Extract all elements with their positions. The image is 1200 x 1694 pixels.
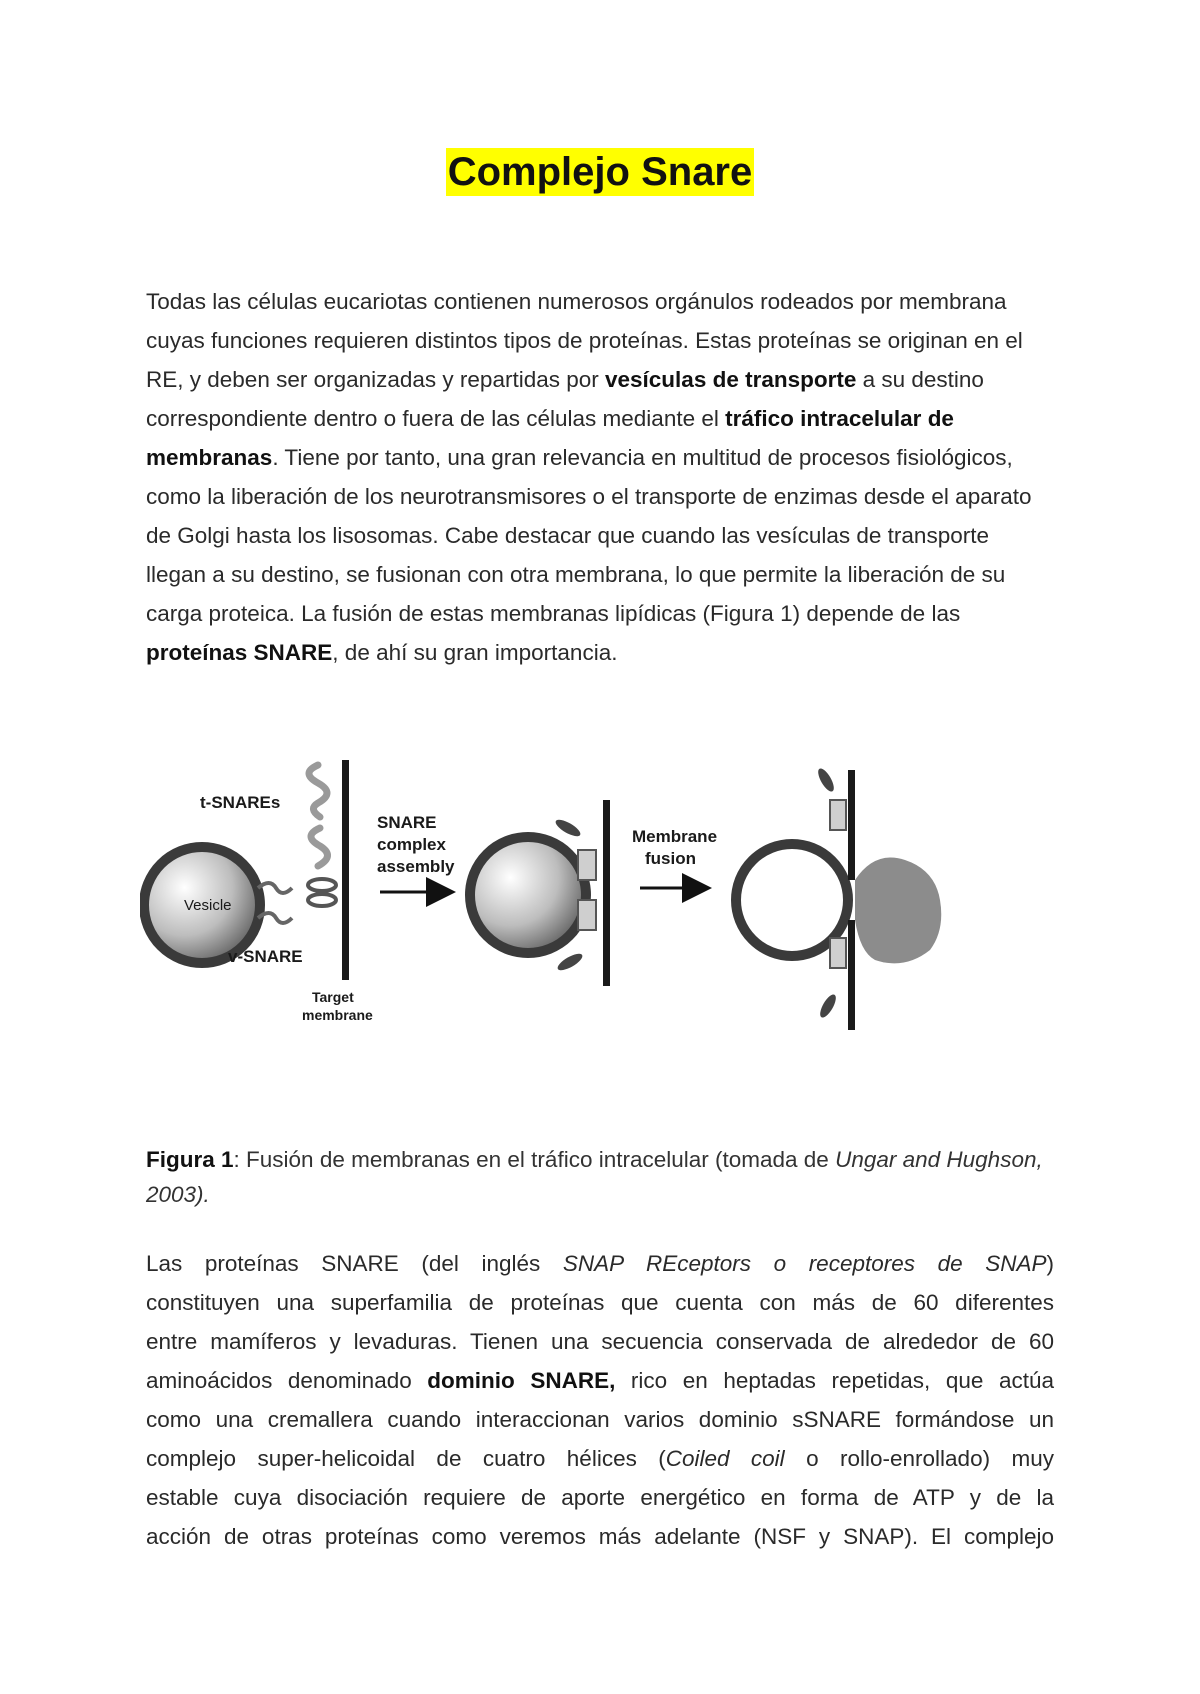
target-membrane-2 — [603, 800, 610, 986]
intro-text-3: . Tiene por tanto, una gran relevancia en multitud de procesos fisiológicos, como la liberación de los neurotransmisores o el transporte de enzimas desde el aparato de Golgi hasta los lisosomas. Cabe destacar que cuando las vesículas de transporte llegan a su destino, se fusionan con otra membrana, lo que permite la liberación de su carga proteica. La fusión de estas membranas lipídicas (Figura 1) depende de las — [146, 445, 1032, 626]
figure-caption — [146, 1142, 1054, 1212]
t-snare-oval-2 — [308, 894, 336, 906]
fusion-cargo — [855, 858, 941, 964]
target-membrane-3a — [848, 770, 855, 880]
snare-paragraph — [146, 1244, 1054, 1556]
p2-line-1-a: Las proteínas SNARE (del inglés — [146, 1251, 563, 1276]
intro-text-1: Todas las células eucariotas contienen numerosos orgánulos rodeados por membrana cuyas funciones requieren distintos tipos de proteínas. Estas proteínas se originan en el RE, y deben ser organizadas y repartidas por — [146, 289, 1023, 392]
stage-2-complex — [470, 800, 610, 986]
p2-line-8: acción de otras proteínas como veremos más adelante (NSF y SNAP). El complejo — [146, 1524, 1054, 1549]
step-2-arrow-group — [632, 827, 717, 888]
p2-line-1-b: ) — [1046, 1251, 1054, 1276]
stage-3-fusion — [736, 766, 941, 1030]
p2-line-3: entre mamíferos y levaduras. Tienen una secuencia conservada de alrededor de 60 — [146, 1329, 1054, 1354]
vesicle-circle-2 — [470, 837, 586, 953]
p2-line-6-a: complejo super-helicoidal de cuatro hélices ( — [146, 1446, 666, 1471]
step1-line2: complex — [377, 835, 446, 854]
snare-tail-3 — [815, 766, 837, 794]
page-title: Complejo Snare — [447, 150, 753, 194]
p2-line-6 — [146, 1439, 1054, 1478]
snare-tail-1 — [553, 817, 582, 840]
p2-line-5: como una cremallera cuando interaccionan varios dominio sSNARE formándose un — [146, 1407, 1054, 1432]
intro-paragraph — [146, 282, 1054, 672]
intro-bold-trafico: tráfico intracelular de membranas — [146, 406, 954, 470]
vesicle-label: Vesicle — [184, 897, 232, 914]
caption-citation: Ungar and Hughson, 2003). — [146, 1147, 1043, 1207]
t-snare-coil-1 — [309, 765, 327, 817]
v-snare-label: v-SNARE — [228, 947, 303, 966]
p2-line-4 — [146, 1361, 1054, 1400]
complex-bundle-4 — [830, 938, 846, 968]
p2-line-4-a: aminoácidos denominado — [146, 1368, 428, 1393]
target-label-1: Target — [312, 989, 354, 1005]
intro-text-4: , de ahí su gran importancia. — [332, 640, 618, 665]
step1-line3: assembly — [377, 857, 455, 876]
p2-line-7: estable cuya disociación requiere de aporte energético en forma de ATP y de la — [146, 1485, 1054, 1510]
p2-line-2: constituyen una superfamilia de proteínas que cuenta con más de 60 diferentes — [146, 1290, 1054, 1315]
complex-bundle-3 — [830, 800, 846, 830]
intro-bold-vesiculas: vesículas de transporte — [605, 367, 857, 392]
stage-1-docking — [144, 760, 373, 1023]
p2-line-4-bold: dominio SNARE, — [427, 1368, 616, 1393]
p2-line-4-c: rico en heptadas repetidas, que actúa — [615, 1368, 1054, 1393]
t-snare-coil-2 — [311, 828, 328, 866]
target-label-2: membrane — [302, 1007, 373, 1023]
step2-line1: Membrane — [632, 827, 718, 846]
step2-line2: fusion — [645, 849, 696, 868]
p2-line-6-b: o rollo-enrollado) muy — [784, 1446, 1054, 1471]
figure-snare-fusion — [140, 740, 1020, 1040]
complex-bundle-1 — [578, 850, 596, 880]
snare-diagram — [140, 740, 1020, 1040]
p2-line-6-italic: Coiled coil — [665, 1446, 785, 1471]
caption-text: : Fusión de membranas en el tráfico intracelular (tomada de — [233, 1147, 836, 1172]
t-snares-label: t-SNAREs — [200, 793, 281, 812]
caption-label: Figura 1 — [146, 1147, 234, 1172]
t-snare-oval-1 — [308, 879, 336, 891]
complex-bundle-2 — [578, 900, 596, 930]
snare-tail-2 — [555, 951, 584, 974]
p2-line-1-italic: SNAP REceptors o receptores de SNAP — [562, 1251, 1047, 1276]
snare-tail-4 — [817, 992, 839, 1020]
target-membrane-3b — [848, 920, 855, 1030]
step1-line1: SNARE — [377, 813, 437, 832]
p2-line-1 — [146, 1244, 1054, 1283]
title-container — [0, 148, 1200, 196]
intro-bold-snare: proteínas SNARE — [146, 640, 333, 665]
target-membrane-1 — [342, 760, 349, 980]
intro-text-2: a su destino correspondiente dentro o fuera de las células mediante el — [146, 367, 984, 431]
step-1-arrow-group — [377, 813, 455, 892]
